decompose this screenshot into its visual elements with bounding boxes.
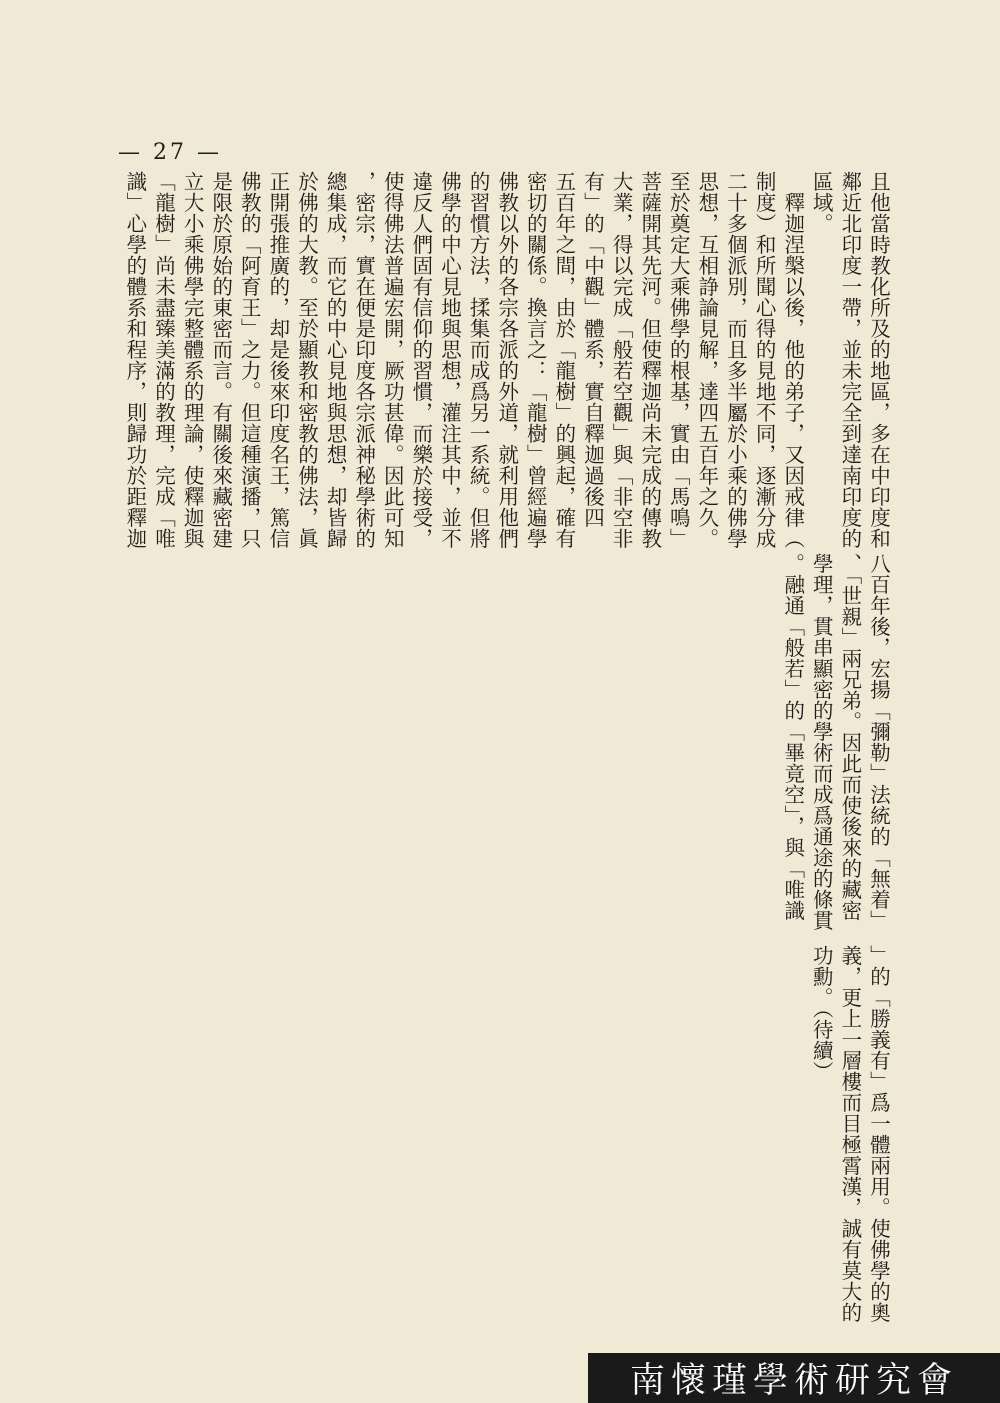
text-column: 學理，貫串顯密的學術而成爲通途的條貫 [809,553,834,931]
page-number: — 27 — [118,140,222,165]
text-column: 至於奠定大乘佛學的根基，實由「馬鳴」 [666,171,691,549]
text-column: 八百年後，宏揚「彌勒」法統的「無着」 [866,553,891,931]
text-column: 使得佛法普遍宏開，厥功甚偉。因此可知 [380,171,405,549]
text-column: 。融通「般若」的「畢竟空」，與「唯識 [780,553,805,921]
text-column: 且他當時教化所及的地區，多在中印度和 [866,171,891,549]
text-column: 的習慣方法，揉集而成爲另一系統。但將 [466,171,491,549]
text-column: 鄰近北印度一帶，並未完全到達南印度的 [837,171,862,549]
text-column: 違反人們固有信仰的習慣，而樂於接受， [408,171,433,549]
text-column: 制度）和所聞心得的見地不同，逐漸分成 [752,171,777,549]
text-column: 是限於原始的東密而言。有關後來藏密建 [208,171,233,549]
text-column: 佛教以外的各宗各派的外道，就利用他們 [494,171,519,549]
text-column: 義，更上一層樓而目極霄漢，誠有莫大的 [837,945,862,1323]
text-column: 思想，互相諍論見解，達四五百年之久。 [694,171,719,549]
text-column: 正開張推廣的，却是後來印度名王，篤信 [265,171,290,549]
text-column: 「龍樹」尚未盡臻美滿的教理，完成「唯 [151,171,176,549]
text-column: 二十多個派別，而且多半屬於小乘的佛學 [723,171,748,549]
text-column: 釋迦涅槃以後，他的弟子，又因戒律（ [780,171,805,549]
text-column: 識」心學的體系和程序，則歸功於距釋迦 [122,171,147,549]
text-column: 功勳。（待續） [809,945,834,1082]
text-column: 菩薩開其先河。但使釋迦尚未完成的傳教 [637,171,662,549]
text-column: 、「世親」兩兄弟。因此而使後來的藏密 [837,553,862,921]
text-column: 密切的關係。換言之：「龍樹」曾經遍學 [523,171,548,549]
text-column: 有」的「中觀」體系，實自釋迦過後四 [580,171,605,528]
text-column: 五百年之間，由於「龍樹」的興起，確有 [551,171,576,549]
text-column: 立大小乘佛學完整體系的理論，使釋迦與 [180,171,205,549]
text-column: ，密宗，實在便是印度各宗派神秘學術的 [351,171,376,549]
text-column: 佛學的中心見地與思想，灌注其中，並不 [437,171,462,549]
text-column: 於佛的大教。至於顯教和密教的佛法，眞 [294,171,319,549]
text-column: 」的「勝義有」爲一體兩用。使佛學的奧 [866,945,891,1323]
text-column: 佛教的「阿育王」之力。但這種演播，只 [237,171,262,549]
text-column: 總集成，而它的中心見地與思想，却皆歸 [323,171,348,549]
text-column: 大業，得以完成「般若空觀」與「非空非 [609,171,634,549]
text-column: 區域。 [809,171,834,234]
watermark-banner: 南懷瑾學術研究會 [588,1353,1000,1403]
